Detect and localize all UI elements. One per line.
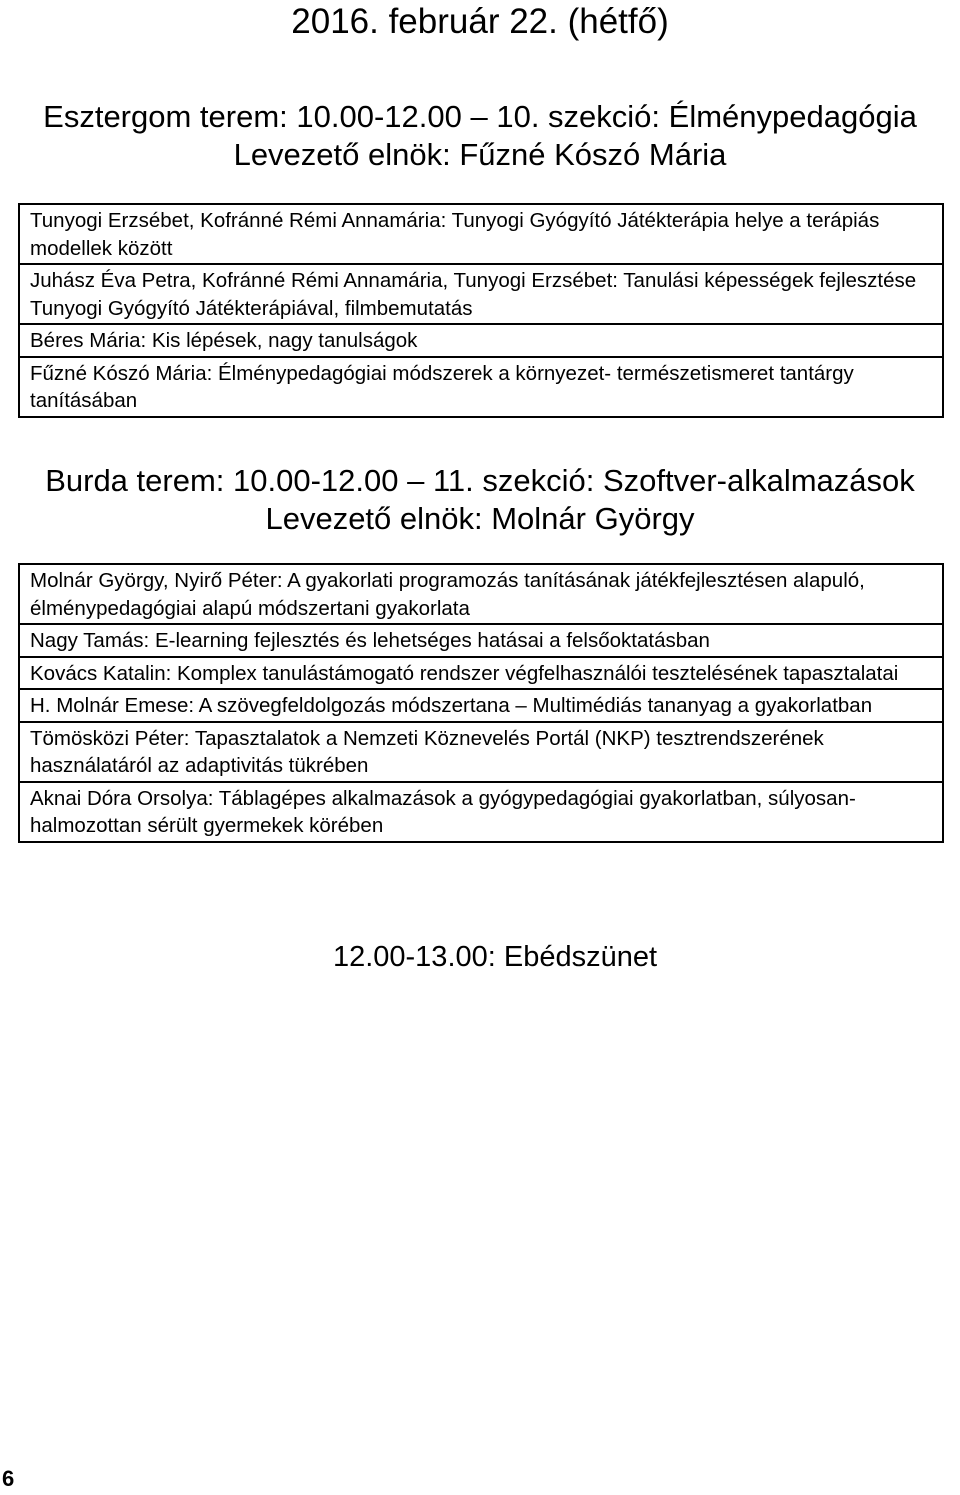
talk-row: Molnár György, Nyirő Péter: A gyakorlati programozás tanításának játékfejlesztésen alapuló, élménypedagógiai alapú módszertani gyakorlata [20,565,942,625]
section-10-title: Esztergom terem: 10.00-12.00 – 10. szekció: Élménypedagógia [43,99,917,134]
talk-row: Aknai Dóra Orsolya: Táblagépes alkalmazások a gyógypedagógiai gyakorlatban, súlyosan-halmozottan sérült gyermekek körében [20,783,942,843]
talk-row: Tömösközi Péter: Tapasztalatok a Nemzeti Köznevelés Portál (NKP) tesztrendszerének használatáról az adaptivitás tükrében [20,723,942,783]
page-number: 6 [2,1466,15,1491]
section-10-heading [0,98,960,174]
section-10-chair: Levezető elnök: Fűzné Kószó Mária [233,137,727,172]
talk-row: Béres Mária: Kis lépések, nagy tanulságok [20,325,942,358]
talk-row: Nagy Tamás: E-learning fejlesztés és lehetséges hatásai a felsőoktatásban [20,625,942,658]
lunch-break: 12.00-13.00: Ebédszünet [332,941,658,973]
talk-row: Fűzné Kószó Mária: Élménypedagógiai módszerek a környezet- természetismeret tantárgy tanításában [20,358,942,418]
section-11-title: Burda terem: 10.00-12.00 – 11. szekció: Szoftver-alkalmazások [45,463,915,498]
section-11-talks-table [18,563,944,843]
talk-row: Juhász Éva Petra, Kofránné Rémi Annamária, Tunyogi Erzsébet: Tanulási képességek fejlesztése Tunyogi Gyógyító Játékterápiával, filmbemutatás [20,265,942,325]
section-11-chair: Levezető elnök: Molnár György [265,501,695,536]
talk-row: Tunyogi Erzsébet, Kofránné Rémi Annamária: Tunyogi Gyógyító Játékterápia helye a terápiás modellek között [20,205,942,265]
section-11-heading [0,462,960,538]
talk-row: Kovács Katalin: Komplex tanulástámogató rendszer végfelhasználói tesztelésének tapasztalatai [20,658,942,691]
section-10-talks-table [18,203,944,418]
page-date-title: 2016. február 22. (hétfő) [291,2,669,41]
talk-row: H. Molnár Emese: A szövegfeldolgozás módszertana – Multimédiás tananyag a gyakorlatban [20,690,942,723]
